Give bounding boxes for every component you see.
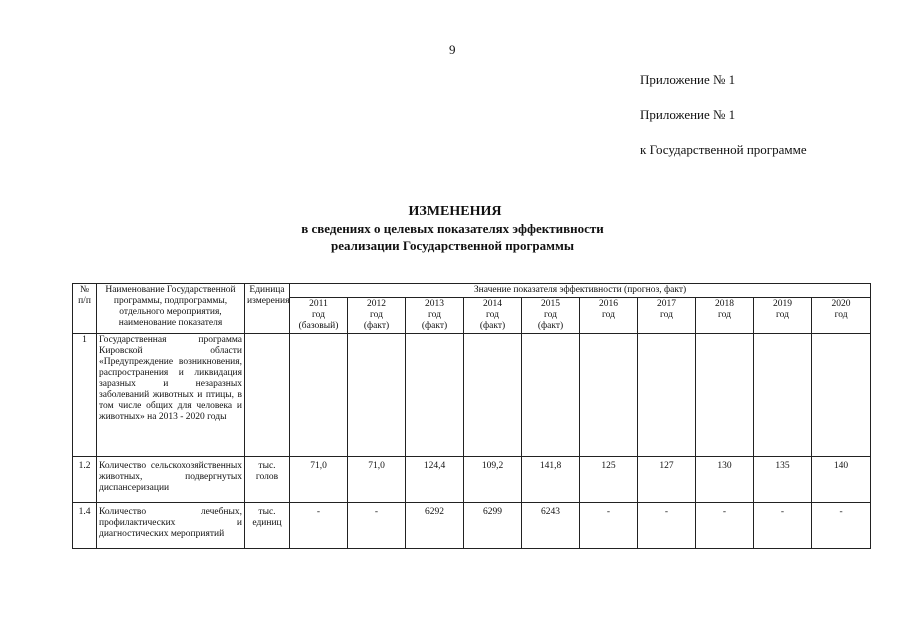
- row-value: [348, 334, 406, 457]
- header-name: Наименование Государственной программы, подпрограммы, отдельного мероприятия, наименование показателя: [97, 284, 245, 334]
- row-value: [464, 334, 522, 457]
- header-year: 2014 год (факт): [464, 298, 522, 334]
- row-value: -: [754, 503, 812, 549]
- header-year: 2016 год: [580, 298, 638, 334]
- document-title: [0, 204, 905, 254]
- header-year: 2017 год: [638, 298, 696, 334]
- appendix-line-3: к Государственной программе: [640, 142, 807, 157]
- row-name: Количество лечебных, профилактических и диагностических мероприятий: [97, 503, 245, 549]
- row-value: [406, 334, 464, 457]
- row-value: 6292: [406, 503, 464, 549]
- row-value: 140: [812, 457, 871, 503]
- table-row: [73, 503, 871, 549]
- header-year: 2019 год: [754, 298, 812, 334]
- row-value: [290, 334, 348, 457]
- row-value: 135: [754, 457, 812, 503]
- title-line-1: ИЗМЕНЕНИЯ: [408, 204, 502, 219]
- header-year: 2012 год (факт): [348, 298, 406, 334]
- row-value: [812, 334, 871, 457]
- row-value: 124,4: [406, 457, 464, 503]
- header-year: 2020 год: [812, 298, 871, 334]
- row-value: 109,2: [464, 457, 522, 503]
- row-value: -: [696, 503, 754, 549]
- row-value: 6299: [464, 503, 522, 549]
- row-value: 71,0: [348, 457, 406, 503]
- header-unit: Единица измерения: [245, 284, 290, 334]
- row-value: -: [812, 503, 871, 549]
- row-value: -: [580, 503, 638, 549]
- appendix-line-1: Приложение № 1: [640, 72, 736, 87]
- row-unit: тыс. голов: [245, 457, 290, 503]
- row-value: 127: [638, 457, 696, 503]
- title-line-3: реализации Государственной программы: [331, 238, 574, 253]
- row-unit: [245, 334, 290, 457]
- title-line-2: в сведениях о целевых показателях эффективности: [301, 221, 604, 236]
- row-num: 1.2: [73, 457, 97, 503]
- row-num: 1: [73, 334, 97, 457]
- header-row-1: [73, 284, 871, 298]
- table-row: [73, 334, 871, 457]
- row-num: 1.4: [73, 503, 97, 549]
- row-value: -: [290, 503, 348, 549]
- row-value: [580, 334, 638, 457]
- row-name: Государственная программа Кировской области «Предупреждение возникновения, распространения и ликвидация заразных и незаразных заболеваний животных и птицы, в том числе общих для человека и животных» на 2013 - 2020 годы: [97, 334, 245, 457]
- row-value: -: [348, 503, 406, 549]
- header-value-group: Значение показателя эффективности (прогноз, факт): [290, 284, 871, 298]
- appendix-line-2: Приложение № 1: [640, 107, 736, 122]
- header-num: № п/п: [73, 284, 97, 334]
- row-value: [522, 334, 580, 457]
- indicators-table: [72, 283, 871, 549]
- row-value: 125: [580, 457, 638, 503]
- row-value: [696, 334, 754, 457]
- row-value: -: [638, 503, 696, 549]
- header-year: 2015 год (факт): [522, 298, 580, 334]
- row-value: 141,8: [522, 457, 580, 503]
- row-value: 71,0: [290, 457, 348, 503]
- row-value: 6243: [522, 503, 580, 549]
- header-year: 2018 год: [696, 298, 754, 334]
- row-value: [638, 334, 696, 457]
- row-unit: тыс. единиц: [245, 503, 290, 549]
- header-year: 2013 год (факт): [406, 298, 464, 334]
- row-name: Количество сельскохозяйственных животных, подвергнутых диспансеризации: [97, 457, 245, 503]
- row-value: [754, 334, 812, 457]
- page-number: 9: [449, 42, 456, 57]
- header-year: 2011 год (базовый): [290, 298, 348, 334]
- table-row: [73, 457, 871, 503]
- row-value: 130: [696, 457, 754, 503]
